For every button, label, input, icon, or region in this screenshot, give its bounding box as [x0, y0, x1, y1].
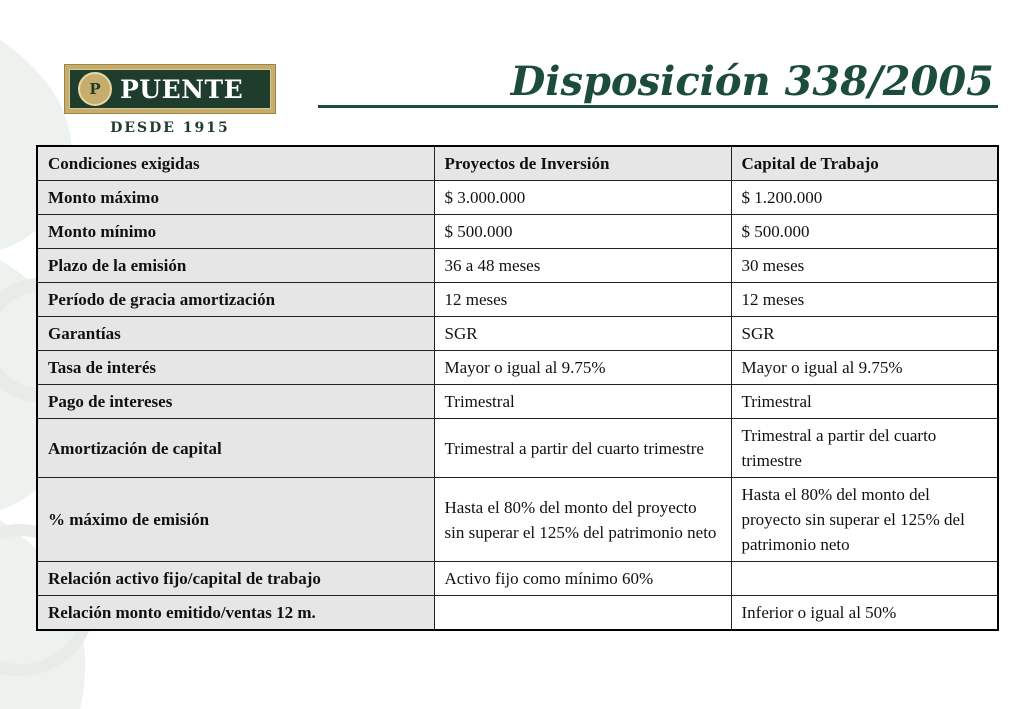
header-cell: Capital de Trabajo	[731, 146, 998, 181]
table-cell	[434, 596, 731, 631]
table-cell: Trimestral a partir del cuarto trimestre	[434, 419, 731, 478]
table-cell: Activo fijo como mínimo 60%	[434, 562, 731, 596]
table-row	[37, 385, 998, 419]
table-cell: $ 1.200.000	[731, 181, 998, 215]
table-cell: Trimestral a partir del cuarto trimestre	[731, 419, 998, 478]
table-cell: $ 500.000	[434, 215, 731, 249]
logo-since: DESDE 1915	[110, 120, 230, 136]
row-label: Tasa de interés	[37, 351, 434, 385]
header-cell: Proyectos de Inversión	[434, 146, 731, 181]
table-cell: Trimestral	[731, 385, 998, 419]
logo-badge	[64, 64, 276, 114]
table-cell: $ 3.000.000	[434, 181, 731, 215]
logo-name: PUENTE	[120, 74, 244, 104]
table-cell: SGR	[731, 317, 998, 351]
logo-seal-icon: P	[78, 72, 112, 106]
table-header-row	[37, 146, 998, 181]
table-cell: Hasta el 80% del monto del proyecto sin superar el 125% del patrimonio neto	[434, 478, 731, 562]
table-cell: Trimestral	[434, 385, 731, 419]
table-cell: $ 500.000	[731, 215, 998, 249]
table-row	[37, 419, 998, 478]
row-label: Relación monto emitido/ventas 12 m.	[37, 596, 434, 631]
table-row	[37, 215, 998, 249]
table-row	[37, 317, 998, 351]
table-cell: Inferior o igual al 50%	[731, 596, 998, 631]
table-row	[37, 283, 998, 317]
table-cell: Mayor o igual al 9.75%	[731, 351, 998, 385]
table-cell: Mayor o igual al 9.75%	[434, 351, 731, 385]
table-cell: SGR	[434, 317, 731, 351]
table-row	[37, 249, 998, 283]
row-label: Amortización de capital	[37, 419, 434, 478]
title-underline	[318, 105, 998, 108]
row-label: % máximo de emisión	[37, 478, 434, 562]
table-row	[37, 181, 998, 215]
table-cell: 12 meses	[731, 283, 998, 317]
row-label: Período de gracia amortización	[37, 283, 434, 317]
conditions-table	[36, 145, 999, 631]
table-cell: Hasta el 80% del monto del proyecto sin superar el 125% del patrimonio neto	[731, 478, 998, 562]
table-cell: 12 meses	[434, 283, 731, 317]
row-label: Pago de intereses	[37, 385, 434, 419]
table-row	[37, 478, 998, 562]
row-label: Relación activo fijo/capital de trabajo	[37, 562, 434, 596]
table-row	[37, 351, 998, 385]
row-label: Monto mínimo	[37, 215, 434, 249]
table-row	[37, 562, 998, 596]
page-title: Disposición 338/2005	[510, 58, 994, 105]
header-cell: Condiciones exigidas	[37, 146, 434, 181]
table-row	[37, 596, 998, 631]
table-cell	[731, 562, 998, 596]
company-logo	[64, 64, 276, 136]
table-cell: 36 a 48 meses	[434, 249, 731, 283]
row-label: Plazo de la emisión	[37, 249, 434, 283]
table-cell: 30 meses	[731, 249, 998, 283]
row-label: Monto máximo	[37, 181, 434, 215]
row-label: Garantías	[37, 317, 434, 351]
